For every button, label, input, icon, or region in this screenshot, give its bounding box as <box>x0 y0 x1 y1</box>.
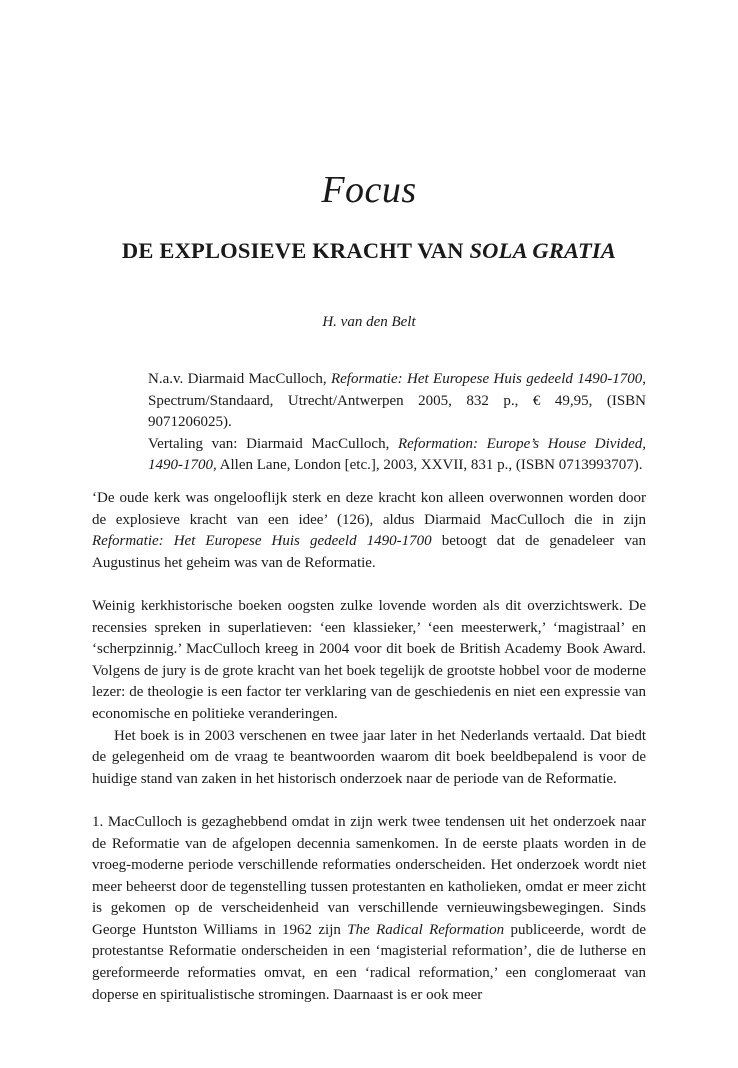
bibliography-original: N.a.v. Diarmaid MacCulloch, Reformatie: Het Europese Huis gedeeld 1490-1700, Spectrum/Standaard, Utrecht/Antwerpen 2005, 832 p., € 49,95, (ISBN 9071206025). <box>148 371 647 431</box>
section-label: Focus <box>321 169 417 211</box>
article-body <box>92 488 646 1006</box>
article-title <box>92 236 646 266</box>
bibliography-translation: Vertaling van: Diarmaid MacCulloch, Reformation: Europe’s House Divided, 1490-1700, Allen Lane, London [etc.], 2003, XXVII, 831 p., (ISBN 0713993707). <box>148 435 646 474</box>
author: H. van den Belt <box>322 314 416 330</box>
article-title-main: DE EXPLOSIEVE KRACHT VAN <box>121 238 470 263</box>
book-title-dutch: Reformatie: Het Europese Huis gedeeld 1490-1700 <box>330 371 643 387</box>
bibliography <box>148 369 646 477</box>
paragraph-3: Het boek is in 2003 verschenen en twee jaar later in het Nederlands vertaald. Dat biedt de gelegenheid om de vraag te beantwoorden waarom dit boek beeldbepalend is voor de huidige stand van zaken in het historisch onderzoek naar de periode van de Reformatie. <box>92 727 646 787</box>
paragraph-4: 1. MacCulloch is gezaghebbend omdat in zijn werk twee tendensen uit het onderzoek naar de Reformatie van de afgelopen decennia samenkomen. In de eerste plaats worden in de vroeg-moderne periode verschillende reformaties onderscheiden. Het onderzoek wordt niet meer beheerst door de tegenstelling tussen protestanten en katholieken, omdat er meer zicht is gekomen op de verscheidenheid van verschillende vernieuwingsbewegingen. Sinds George Huntston Williams in 1962 zijn The Radical Reformation publiceerde, wordt de protestantse Reformatie onderscheiden in een ‘magisterial reformation’, die de lutherse en gereformeerde reformaties omvat, en een ‘radical reformation,’ een conglomeraat van doperse en spiritualistische stromingen. Daarnaast is er ook meer <box>92 813 646 1003</box>
article-title-italic: SOLA GRATIA <box>469 238 617 263</box>
book-title-english: Reformation: Europe’s House Divided, 1490-1700 <box>148 435 646 474</box>
paragraph-1: ‘De oude kerk was ongelooflijk sterk en deze kracht kon alleen overwonnen worden door de explosieve kracht van een idee’ (126), aldus Diarmaid MacCulloch die in zijn Reformatie: Het Europese Huis gedeeld 1490-1700 betoogt dat de genadeleer van Augustinus het geheim was van de Reformatie. <box>92 490 646 571</box>
paragraph-2: Weinig kerkhistorische boeken oogsten zulke lovende worden als dit overzichtswerk. De recensies spreken in superlatieven: ‘een klassieker,’ ‘een meesterwerk,’ ‘magistraal’ en ‘scherpzinnig.’ MacCulloch kreeg in 2004 voor dit boek de British Academy Book Award. Volgens de jury is de grote kracht van het boek tegelijk de grootste hobbel voor de moderne lezer: de theologie is een factor ter verklaring van de geschiedenis en niet een expressie van economische en politieke veranderingen. <box>92 597 646 722</box>
